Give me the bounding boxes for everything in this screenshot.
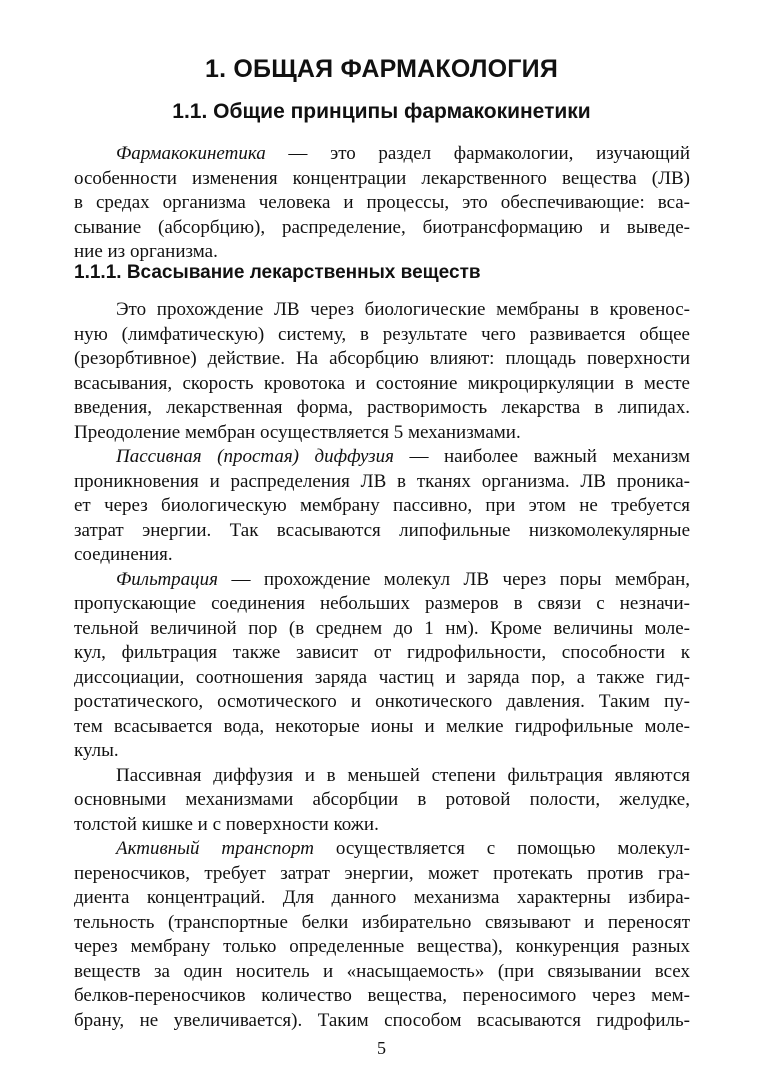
chapter-title: 1. ОБЩАЯ ФАРМАКОЛОГИЯ xyxy=(204,55,559,83)
text-line xyxy=(74,470,690,495)
line-text: соединения. xyxy=(74,544,173,565)
line-text: белков-переносчиков количество вещества, переносимого через мем- xyxy=(74,985,690,1006)
line-text: всасывания, скорость кровотока и состояние микроциркуляции в месте xyxy=(74,372,690,394)
section-title: 1.1. Общие принципы фармакокинетики xyxy=(172,100,591,123)
text-line xyxy=(74,788,690,813)
text-line xyxy=(74,421,690,446)
line-text: пропускающие соединения небольших размеров в связи с незначи- xyxy=(74,593,690,614)
page-number: 5 xyxy=(377,1038,386,1058)
line-text: переносчиков, требует затрат энергии, может протекать против гра- xyxy=(74,862,690,884)
text-line xyxy=(74,837,690,862)
text-line xyxy=(74,715,690,740)
text-line xyxy=(74,445,690,470)
line-text: через мембрану только определенные вещества), конкуренция разных xyxy=(74,936,690,957)
line-text: тельность (транспортные белки избирательно связывают и переносят xyxy=(74,911,690,933)
text-line xyxy=(74,240,690,265)
text-line xyxy=(74,813,690,838)
text-line xyxy=(74,886,690,911)
text-line xyxy=(74,617,690,642)
line-text: в средах организма человека и процессы, это обеспечивающие: вса- xyxy=(74,192,690,213)
text-line xyxy=(74,519,690,544)
line-text: Это прохождение ЛВ через биологические мембраны в кровенос- xyxy=(116,299,690,320)
line-text: ную (лимфатическую) систему, в результате чего развивается общее xyxy=(74,323,690,345)
line-text: брану, не увеличивается). Таким способом всасываются гидрофиль- xyxy=(74,1009,690,1031)
line-text: Преодоление мембран осуществляется 5 механизмами. xyxy=(74,421,521,443)
line-text: (резорбтивное) действие. На абсорбцию влияют: площадь поверхности xyxy=(74,348,690,369)
intro-paragraph xyxy=(74,142,690,265)
line-text: толстой кишке и с поверхности кожи. xyxy=(74,813,379,835)
line-text: — наиболее важный механизм xyxy=(393,446,690,467)
text-line xyxy=(74,935,690,960)
line-text: диссоциации, соотношения заряда частиц и заряда пор, а также гид- xyxy=(74,666,690,688)
subsection-title: 1.1.1. Всасывание лекарственных веществ xyxy=(74,262,481,283)
line-text: ет через биологическую мембрану пассивно, при этом не требуется xyxy=(74,495,690,516)
text-line xyxy=(74,960,690,985)
text-line xyxy=(74,347,690,372)
line-text: осуществляется с помощью молекул- xyxy=(313,838,690,859)
line-text: ростатического, осмотического и онкотического давления. Таким пу- xyxy=(74,691,690,712)
text-line xyxy=(74,568,690,593)
line-text: введения, лекарственная форма, растворимость лекарства в липидах. xyxy=(74,397,690,418)
text-line xyxy=(74,764,690,789)
line-text: ние из организма. xyxy=(74,241,218,262)
line-text: особенности изменения концентрации лекарственного вещества (ЛВ) xyxy=(74,167,690,189)
line-text: веществ за один носитель и «насыщаемость» (при связывании всех xyxy=(74,960,690,982)
text-line xyxy=(74,543,690,568)
text-line xyxy=(74,396,690,421)
text-line xyxy=(74,298,690,323)
line-text: затрат энергии. Так всасываются липофильные низкомолекулярные xyxy=(74,519,690,541)
line-text: диента концентраций. Для данного механизма характерны избира- xyxy=(74,887,690,908)
text-line xyxy=(74,592,690,617)
line-text: — прохождение молекул ЛВ через поры мембран, xyxy=(218,568,690,590)
emphasized-term: Пассивная (простая) диффузия xyxy=(116,446,394,467)
text-line xyxy=(74,1009,690,1034)
emphasized-term: Активный транспорт xyxy=(116,838,314,859)
line-text: сывание (абсорбцию), распределение, биотрансформацию и выведе- xyxy=(74,216,690,238)
line-text: Пассивная диффузия и в меньшей степени фильтрация являются xyxy=(116,764,690,786)
emphasized-term: Фильтрация xyxy=(116,568,219,590)
line-text: основными механизмами абсорбции в ротовой полости, желудке, xyxy=(74,789,690,810)
text-line xyxy=(74,372,690,397)
text-line xyxy=(74,641,690,666)
line-text: — это раздел фармакологии, изучающий xyxy=(265,143,690,164)
emphasized-term: Фармакокинетика xyxy=(116,143,266,164)
text-line xyxy=(74,191,690,216)
text-line xyxy=(74,142,690,167)
line-text: проникновения и распределения ЛВ в тканях организма. ЛВ проника- xyxy=(74,470,690,492)
line-text: тельной величиной пор (в среднем до 1 нм). Кроме величины моле- xyxy=(74,617,690,639)
text-line xyxy=(74,216,690,241)
line-text: кул, фильтрация также зависит от гидрофильности, способности к xyxy=(74,642,690,663)
text-line xyxy=(74,911,690,936)
text-line xyxy=(74,323,690,348)
text-line xyxy=(74,690,690,715)
line-text: кулы. xyxy=(74,740,119,761)
text-line xyxy=(74,862,690,887)
text-line xyxy=(74,494,690,519)
body-text xyxy=(74,298,690,1033)
text-line xyxy=(74,167,690,192)
text-line xyxy=(74,984,690,1009)
text-line xyxy=(74,739,690,764)
line-text: тем всасывается вода, некоторые ионы и мелкие гидрофильные моле- xyxy=(74,715,690,737)
text-line xyxy=(74,666,690,691)
